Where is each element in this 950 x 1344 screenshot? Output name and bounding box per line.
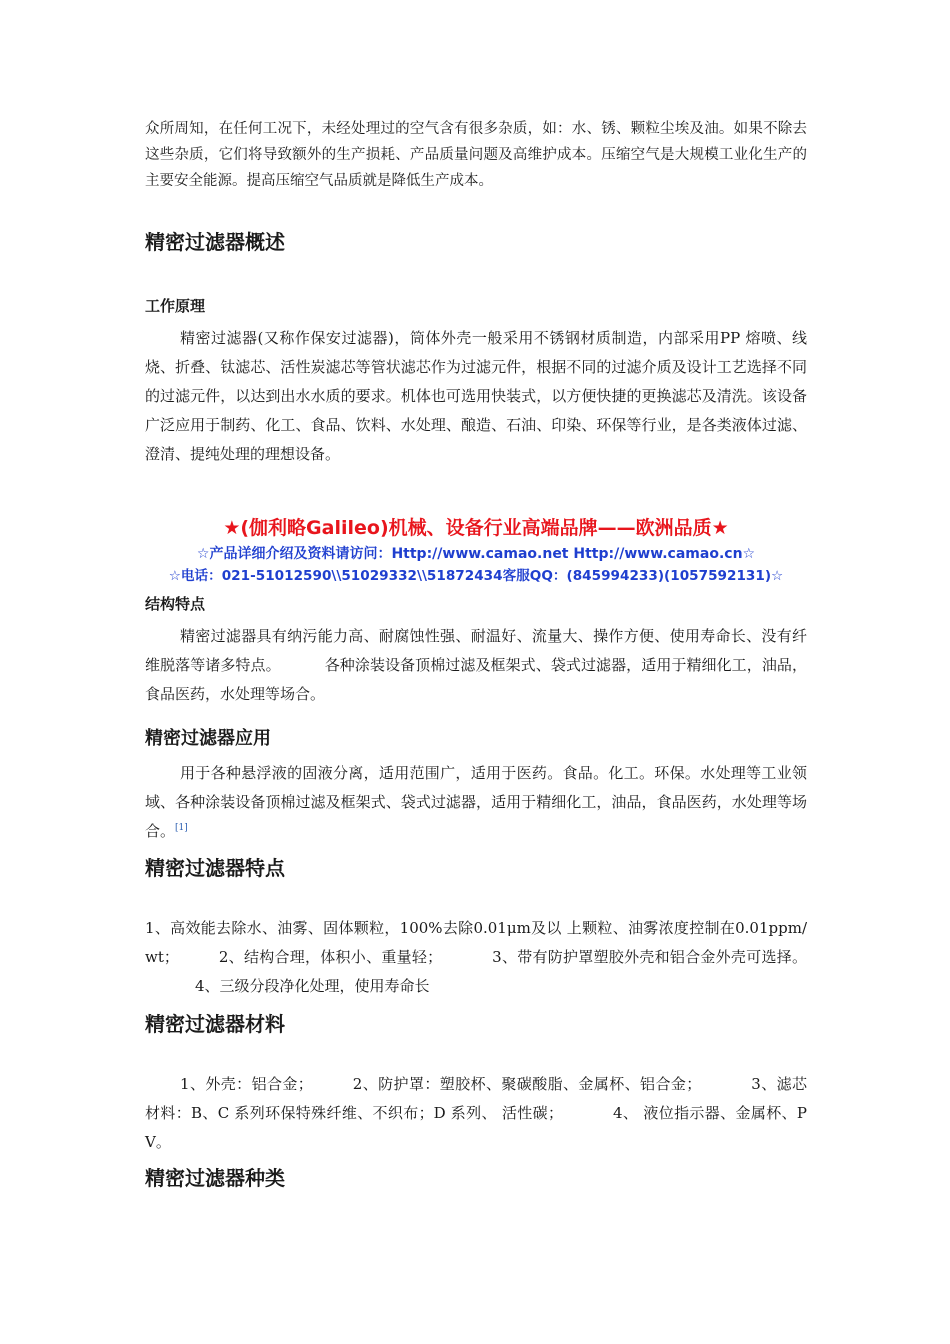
principle-heading: 工作原理 bbox=[145, 297, 206, 315]
materials-item-4: 4、 液位指示器、金属杯、PV。 bbox=[145, 1104, 807, 1151]
features-paragraph bbox=[145, 914, 807, 1001]
types-heading: 精密过滤器种类 bbox=[145, 1166, 285, 1190]
ad-banner-phone: ☆电话：021-51012590\\51029332\\51872434客服QQ：(845994233)(1057592131)☆ bbox=[168, 568, 784, 584]
reference-link[interactable]: [1] bbox=[175, 823, 188, 833]
materials-item-2: 2、防护罩：塑胶杯、聚碳酸脂、金属杯、铝合金； bbox=[352, 1075, 702, 1093]
application-paragraph bbox=[145, 759, 807, 846]
structure-text-b: 各种涂装设备顶棉过滤及框架式、袋式过滤器，适用于精细化工，油品，食品医药，水处理等场合。 bbox=[145, 656, 807, 703]
materials-item-1: 1、外壳：铝合金； bbox=[180, 1075, 313, 1093]
features-item-4: 4、三级分段净化处理，使用寿命长 bbox=[195, 977, 430, 995]
ad-banner-url: ☆产品详细介绍及资料请访问：Http://www.camao.net Http://www.camao.cn☆ bbox=[196, 546, 756, 562]
features-item-3: 3、带有防护罩塑胶外壳和铝合金外壳可选择。 bbox=[492, 948, 807, 966]
materials-item-3: 3、滤芯材料：B、C 系列环保特殊纤维、不织布；D 系列、 活性碳； bbox=[145, 1075, 808, 1122]
intro-paragraph: 众所周知，在任何工况下，未经处理过的空气含有很多杂质，如：水、锈、颗粒尘埃及油。如果不除去这些杂质，它们将导致额外的生产损耗、产品质量问题及高维护成本。压缩空气是大规模工业化生产的主要安全能源。提高压缩空气品质就是降低生产成本。 bbox=[145, 121, 807, 189]
structure-heading: 结构特点 bbox=[145, 595, 206, 613]
features-item-2: 2、结构合理，体积小、重量轻； bbox=[218, 948, 443, 966]
materials-paragraph bbox=[145, 1070, 807, 1157]
principle-paragraph: 精密过滤器(又称作保安过滤器)，筒体外壳一般采用不锈钢材质制造，内部采用PP 熔喷、线烧、折叠、钛滤芯、活性炭滤芯等管状滤芯作为过滤元件，根据不同的过滤介质及设计工艺选择不同的过滤元件，以达到出水水质的要求。机体也可选用快装式，以方便快捷的更换滤芯及清洗。该设备广泛应用于制药、化工、食品、饮料、水处理、酿造、石油、印染、环保等行业，是各类液体过滤、澄清、提纯处理的理想设备。 bbox=[145, 329, 807, 463]
overview-heading: 精密过滤器概述 bbox=[145, 230, 285, 254]
materials-heading: 精密过滤器材料 bbox=[145, 1012, 285, 1036]
features-heading: 精密过滤器特点 bbox=[145, 856, 285, 880]
features-item-1: 1、高效能去除水、油雾、固体颗粒，100%去除0.01μm及以 上颗粒、油雾浓度控制在0.01ppm/wt； bbox=[145, 919, 807, 966]
application-heading: 精密过滤器应用 bbox=[145, 728, 271, 749]
structure-text-a: 精密过滤器具有纳污能力高、耐腐蚀性强、耐温好、流量大、操作方便、使用寿命长、没有纤维脱落等诸多特点。 bbox=[145, 627, 807, 674]
ad-banner-title: ★(伽利略Galileo)机械、设备行业高端品牌——欧洲品质★ bbox=[223, 517, 729, 539]
structure-paragraph bbox=[145, 622, 807, 709]
application-text: 用于各种悬浮液的固液分离，适用范围广，适用于医药。食品。化工。环保。水处理等工业领域、各种涂装设备顶棉过滤及框架式、袋式过滤器，适用于精细化工，油品，食品医药，水处理等场合。 bbox=[145, 764, 807, 840]
